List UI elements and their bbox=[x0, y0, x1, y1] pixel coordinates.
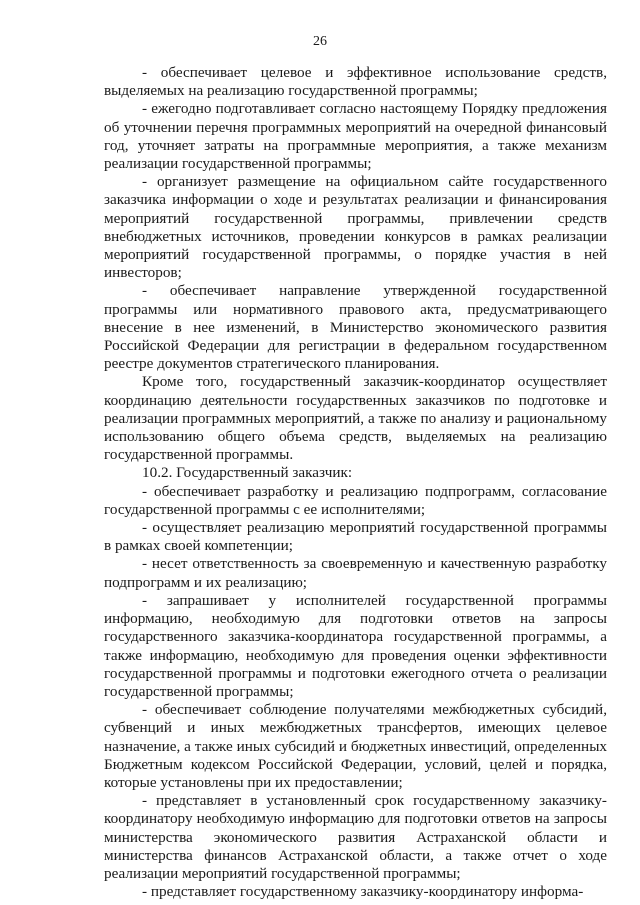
paragraph-subprogram-development: - обеспечивает разработку и реализацию подпрограмм, согласование государственной программы с ее исполнителями; bbox=[104, 482, 607, 518]
paragraph-coordination: Кроме того, государственный заказчик-координатор осуществляет координацию деятельности государственных заказчиков по подготовке и реализации программных мероприятий, а также по анализу и рациональному использованию общего объема средств, выделяемых на реализацию государственной программы. bbox=[104, 373, 607, 464]
paragraph-information-continued: - представляет государственному заказчику-координатору информа- bbox=[142, 883, 584, 901]
section-heading-10-2: 10.2. Государственный заказчик: bbox=[142, 464, 353, 482]
paragraph-registration: - обеспечивает направление утвержденной государственной программы или нормативного правового акта, предусматривающего внесение в нее изменений, в Министерство экономического развития Российской Федерации для регистрации в федеральном государственном реестре документов стратегического планирования. bbox=[104, 282, 607, 373]
document-body bbox=[104, 64, 607, 901]
paragraph-responsibility: - несет ответственность за своевременную и качественную разработку подпрограмм и их реализацию; bbox=[104, 555, 607, 591]
paragraph-annual-proposals: - ежегодно подготавливает согласно настоящему Порядку предложения об уточнении перечня программных мероприятий на очередной финансовый год, уточняет затраты на программные мероприятия, а также механизм реализации государственной программы; bbox=[104, 100, 607, 173]
paragraph-implementation: - осуществляет реализацию мероприятий государственной программы в рамках своей компетенции; bbox=[104, 519, 607, 555]
paragraph-reporting: - представляет в установленный срок государственному заказчику-координатору необходимую информацию для подготовки ответов на запросы министерства экономического развития Астраханской области и министерства финансов Астраханской области, а также отчет о ходе реализации мероприятий государственной программы; bbox=[104, 792, 607, 882]
page-number: 26 bbox=[313, 34, 327, 49]
paragraph-targeted-funds: - обеспечивает целевое и эффективное использование средств, выделяемых на реализацию государственной программы; bbox=[104, 64, 607, 100]
paragraph-subsidy-compliance: - обеспечивает соблюдение получателями межбюджетных субсидий, субвенций и иных межбюджетных трансфертов, имеющих целевое назначение, а также иных субсидий и бюджетных инвестиций, определенных Бюджетным кодексом Российской Федерации, условий, целей и порядка, которые установлены при их предоставлении; bbox=[104, 701, 607, 791]
paragraph-website-publication: - организует размещение на официальном сайте государственного заказчика информации о ходе и результатах реализации и финансирования мероприятий государственной программы, привлечении средств внебюджетных источников, проведении конкурсов в рамках реализации мероприятий государственной программы, о порядке участия в ней инвесторов; bbox=[104, 173, 607, 282]
paragraph-information-requests: - запрашивает у исполнителей государственной программы информацию, необходимую для подготовки ответов на запросы государственного заказчика-координатора государственной программы, а также информацию, необходимую для проведения оценки эффективности государственной программы и подготовки ежегодного отчета о реализации государственной программы; bbox=[104, 591, 607, 700]
